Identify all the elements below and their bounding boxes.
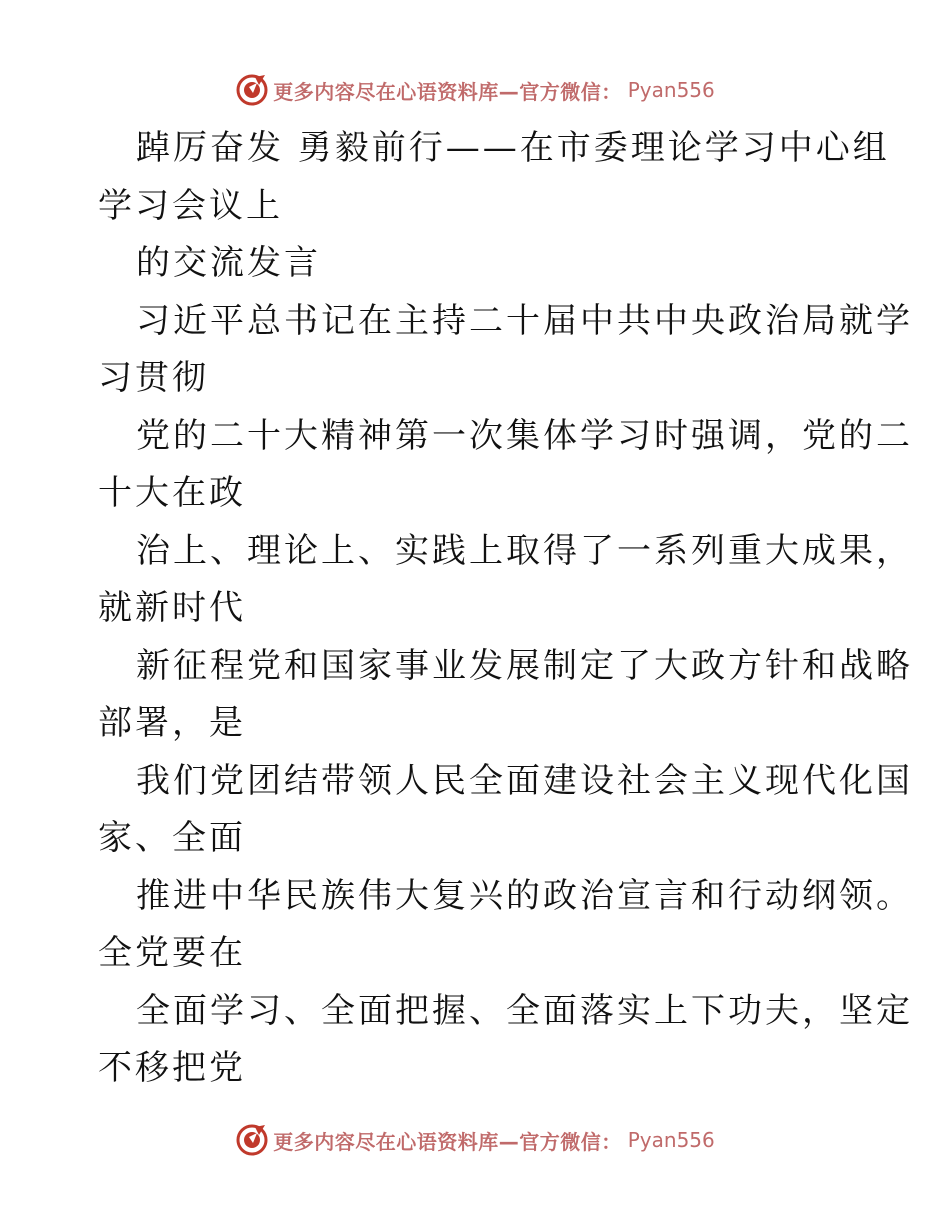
text-line: 学习会议上 bbox=[98, 185, 283, 226]
text-line: 治上、理论上、实践上取得了一系列重大成果， bbox=[136, 530, 913, 571]
text-line: 我们党团结带领人民全面建设社会主义现代化国 bbox=[136, 760, 913, 801]
text-line: 十大在政 bbox=[98, 473, 246, 513]
text-line: 部署，是 bbox=[98, 703, 246, 743]
text-line: 推进中华民族伟大复兴的政治宣言和行动纲领。 bbox=[136, 875, 913, 916]
text-line: 习贯彻 bbox=[98, 358, 209, 398]
text-line: 的交流发言 bbox=[136, 243, 321, 283]
text-line: 家、全面 bbox=[98, 818, 246, 858]
pen-logo-icon bbox=[235, 73, 269, 107]
footer-watermark-banner bbox=[0, 1120, 950, 1160]
pen-logo-icon bbox=[235, 1123, 269, 1157]
text-line: 全党要在 bbox=[98, 933, 246, 973]
text-line: 就新时代 bbox=[98, 588, 246, 628]
text-line: 踔厉奋发 勇毅前行——在市委理论学习中心组 bbox=[136, 128, 890, 168]
banner-text: 更多内容尽在心语资料库—官方微信： bbox=[273, 1129, 622, 1154]
banner-contact: Pyan556 bbox=[627, 1128, 715, 1152]
text-line: 党的二十大精神第一次集体学习时强调，党的二 bbox=[136, 415, 913, 456]
banner-contact: Pyan556 bbox=[627, 78, 715, 102]
text-line: 不移把党 bbox=[98, 1048, 246, 1088]
text-line: 习近平总书记在主持二十届中共中央政治局就学 bbox=[136, 300, 913, 341]
header-watermark-banner bbox=[0, 70, 950, 110]
document-body bbox=[98, 120, 913, 1098]
text-line: 全面学习、全面把握、全面落实上下功夫，坚定 bbox=[136, 990, 913, 1031]
banner-text: 更多内容尽在心语资料库—官方微信： bbox=[273, 79, 622, 104]
text-line: 新征程党和国家事业发展制定了大政方针和战略 bbox=[136, 645, 913, 686]
